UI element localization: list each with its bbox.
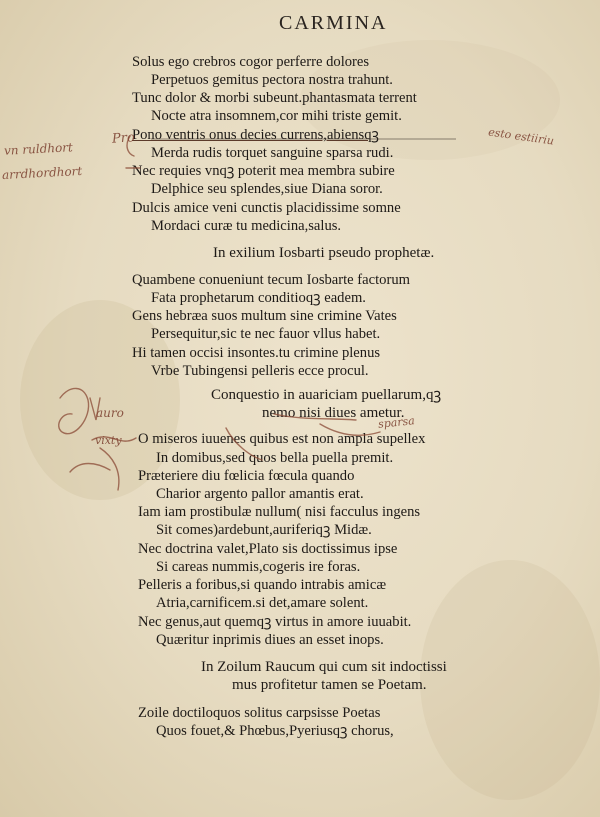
poem-line: Si careas nummis,cogeris ire foras. <box>156 559 361 575</box>
poem-line: O miseros iuuenes quibus est non ampla supellex <box>138 431 426 447</box>
poem-line: Zoile doctiloquos solitus carpsisse Poetas <box>138 705 381 721</box>
poem-title: nemo nisi diues ametur. <box>262 405 405 421</box>
marginal-note: arrdhordhort <box>1 163 83 183</box>
poem-line: Vrbe Tubingensi pelleris ecce procul. <box>151 363 369 379</box>
marginal-note: sparsa <box>377 414 416 431</box>
poem-line: In domibus,sed quos bella puella premit. <box>156 450 394 466</box>
poem-line: Iam iam prostibulæ nullum( nisi facculus ingens <box>138 504 421 520</box>
poem-title: In Zoilum Raucum qui cum sit indoctissi <box>201 659 447 675</box>
poem-line: Pelleris a foribus,si quando intrabis amicæ <box>138 577 387 593</box>
poem-line: Quos fouet,& Phœbus,Pyeriusqꝫ chorus, <box>156 723 394 739</box>
poem-line: Quambene conueniunt tecum Iosbarte factorum <box>132 272 410 288</box>
poem-line: Atria,carnificem.si det,amare solent. <box>156 595 369 611</box>
poem-line: Merda rudis torquet sanguine sparsa rudi. <box>151 145 394 161</box>
paper-stain <box>420 560 600 800</box>
poem-line: Tunc dolor & morbi subeunt.phantasmata terrent <box>132 90 417 106</box>
poem-line: Mordaci curæ tu medicina,salus. <box>151 218 342 234</box>
poem-line: Pono ventris onus decies currens,abiensqꝫ <box>132 127 379 143</box>
marginal-note: Pro <box>111 130 136 147</box>
marginal-note: vn ruldhort <box>3 140 74 158</box>
poem-line: Nec doctrina valet,Plato sis doctissimus ipse <box>138 541 398 557</box>
poem-line: Nec genus,aut quemqꝫ virtus in amore iuuabit. <box>138 614 412 630</box>
poem-line: Dulcis amice veni cunctis placidissime somne <box>132 200 401 216</box>
poem-line: Perpetuos gemitus pectora nostra trahunt. <box>151 72 393 88</box>
poem-line: Charior argento pallor amantis erat. <box>156 486 364 502</box>
poem-line: Quæritur inprimis diues an esset inops. <box>156 632 384 648</box>
poem-line: Hi tamen occisi insontes.tu crimine plenus <box>132 345 381 361</box>
poem-line: Gens hebræa suos multum sine crimine Vates <box>132 308 397 324</box>
poem-line: Solus ego crebros cogor perferre dolores <box>132 54 370 70</box>
poem-line: Nocte atra insomnem,cor mihi triste gemit. <box>151 108 402 124</box>
poem-title: mus profitetur tamen se Poetam. <box>232 677 427 693</box>
poem-line: Nec requies vnqꝫ poterit mea membra subire <box>132 163 395 179</box>
poem-line: Fata prophetarum conditioqꝫ eadem. <box>151 290 366 306</box>
poem-line: Persequitur,sic te nec fauor vllus habet. <box>151 326 381 342</box>
poem-title: Conquestio in auariciam puellarum,qꝫ <box>211 387 442 403</box>
poem-title: In exilium Iosbarti pseudo prophetæ. <box>213 245 435 261</box>
marginal-note: auro <box>96 406 124 420</box>
poem-line: Delphice seu splendes,siue Diana soror. <box>151 181 383 197</box>
poem-line: Sit comes)ardebunt,auriferiqꝫ Midæ. <box>156 522 372 538</box>
marginal-note: esto estiiriu <box>487 125 555 148</box>
page-header: CARMINA <box>279 12 388 34</box>
poem-line: Præteriere diu fœlicia fœcula quando <box>138 468 355 484</box>
marginal-note: vixty <box>95 434 122 447</box>
